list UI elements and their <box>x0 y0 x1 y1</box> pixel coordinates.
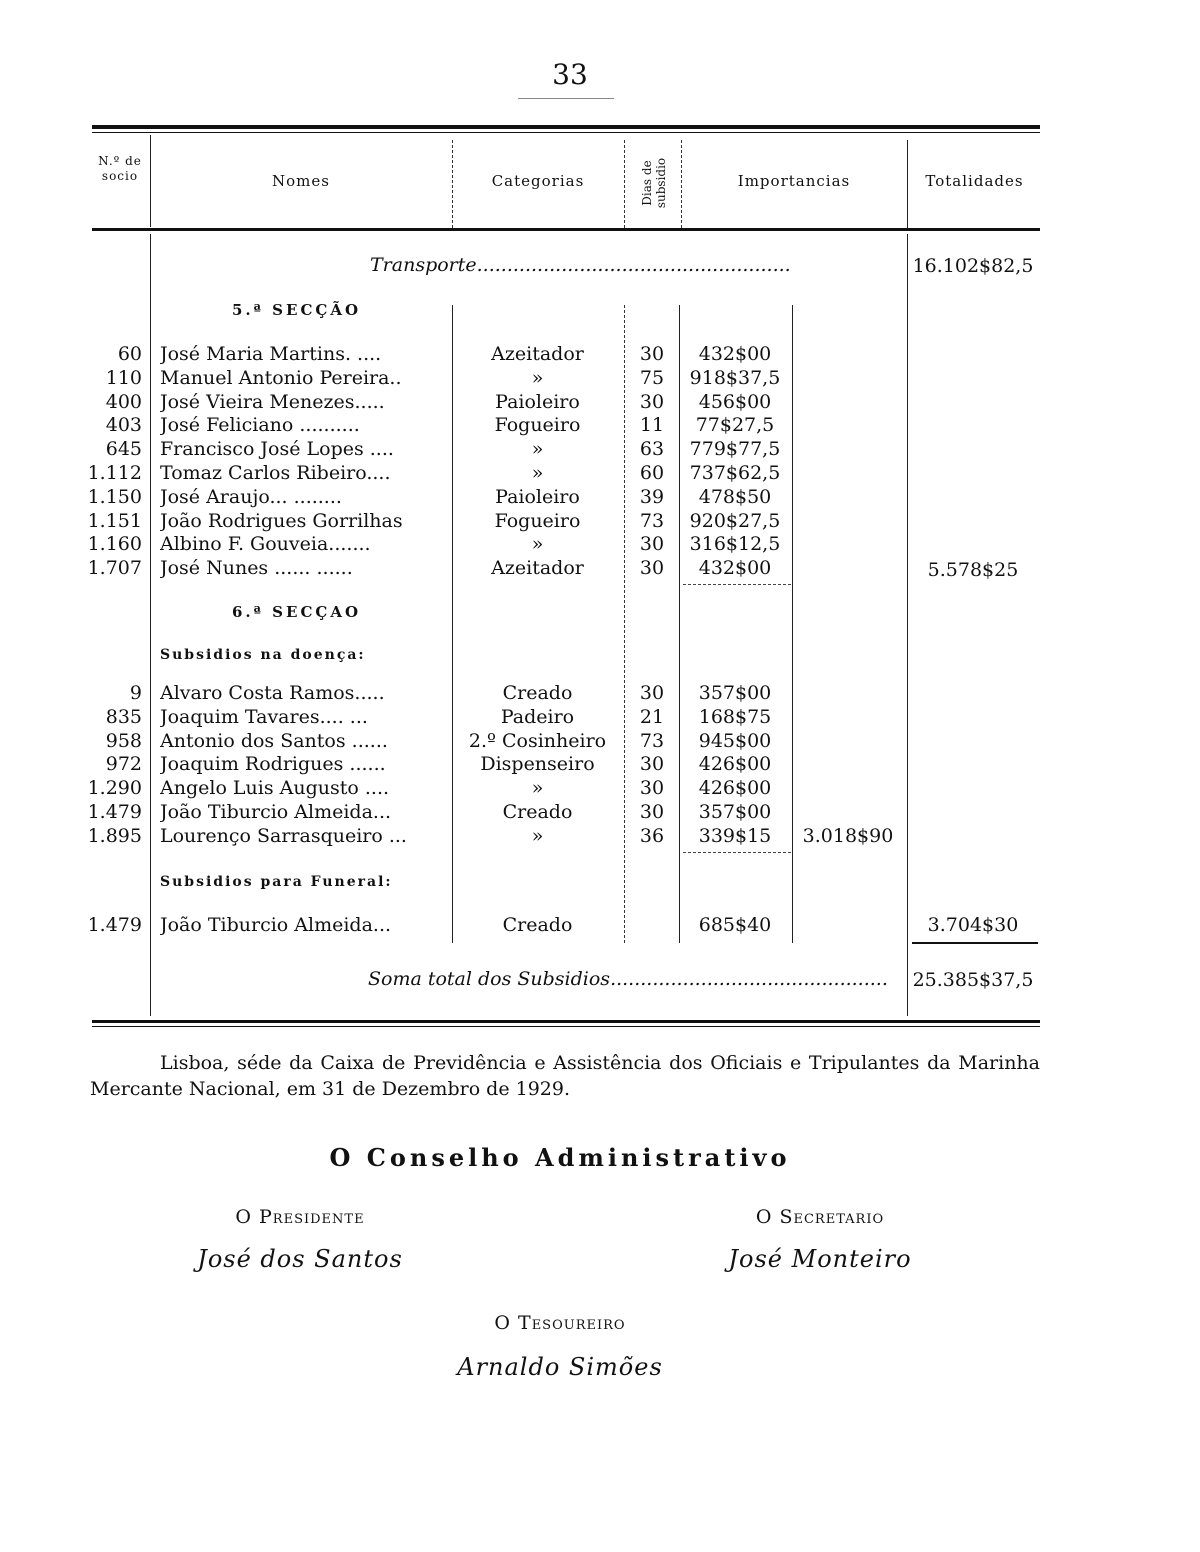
subsidy-days: 30 <box>639 533 665 556</box>
col-divider <box>624 140 625 228</box>
member-category: Azeitador <box>491 557 584 580</box>
table-bottom-rule-thin <box>92 1026 1040 1027</box>
member-name: Alvaro Costa Ramos..... <box>160 682 385 704</box>
secretario-signature: José Monteiro <box>728 1245 912 1273</box>
member-name: José Vieira Menezes..... <box>160 390 385 413</box>
subsidy-days: 39 <box>639 485 665 508</box>
subsidy-amount: 339$15 <box>698 824 772 847</box>
funeral-title: Subsidios para Funeral: <box>160 874 393 890</box>
member-category: Creado <box>502 682 573 704</box>
table-row <box>0 509 1200 533</box>
member-number: 1.479 <box>87 801 142 823</box>
member-number: 403 <box>105 414 142 437</box>
subsidy-amount: 779$77,5 <box>689 438 781 461</box>
subsidy-days: 30 <box>639 557 665 580</box>
member-name: José Feliciano .......... <box>160 414 360 437</box>
page-number: 33 <box>552 58 588 91</box>
member-number: 1.150 <box>87 485 142 508</box>
member-number: 9 <box>129 682 142 704</box>
member-name: Albino F. Gouveia....... <box>160 533 371 556</box>
doenca-title: Subsidios na doença: <box>160 647 366 663</box>
member-category: » <box>531 777 544 800</box>
subsidy-amount: 432$00 <box>698 557 772 580</box>
soma-row <box>0 968 1200 992</box>
member-category: » <box>531 462 544 484</box>
member-category: Paioleiro <box>495 390 580 413</box>
member-name: João Tiburcio Almeida... <box>160 801 392 823</box>
subsidy-amount: 426$00 <box>698 777 772 800</box>
table-bottom-rule <box>92 1020 1040 1023</box>
closing-paragraph <box>90 1050 1040 1102</box>
subsidy-days: 75 <box>639 366 665 389</box>
subsidy-days: 30 <box>639 343 665 365</box>
member-number: 1.151 <box>87 509 142 532</box>
member-name: Joaquim Rodrigues ...... <box>160 753 386 776</box>
subsidy-amount: 918$37,5 <box>689 366 781 389</box>
table-row <box>0 437 1200 461</box>
subsidy-amount: 945$00 <box>698 729 772 752</box>
transporte-label: Transporte <box>370 254 477 276</box>
table-row <box>0 366 1200 390</box>
tesoureiro-signature: Arnaldo Simões <box>457 1353 663 1381</box>
member-number: 1.707 <box>87 557 142 580</box>
subtotal-rule <box>683 584 791 585</box>
member-name: José Araujo... ........ <box>160 485 342 508</box>
member-number: 1.160 <box>87 533 142 556</box>
table-row <box>0 390 1200 414</box>
soma-label: Soma total dos Subsidios <box>368 968 611 990</box>
dot-leader: .............................................. <box>610 968 888 990</box>
subtotal-rule <box>683 852 791 853</box>
member-number: 60 <box>117 343 142 365</box>
table-top-rule <box>92 125 1040 129</box>
header-num: N.º de socio <box>98 154 142 183</box>
member-name: José Nunes ...... ...... <box>160 557 353 580</box>
col-divider <box>681 140 682 228</box>
subsidy-days: 73 <box>639 729 665 752</box>
member-number: 958 <box>105 729 142 752</box>
member-number: 110 <box>105 366 142 389</box>
table-row <box>0 729 1200 753</box>
table-row <box>0 776 1200 800</box>
closing-text: Lisboa, séde da Caixa de Previdência e Assistência dos Oficiais e Tripulantes da Marinha Mercante Nacional, em 31 de Dezembro de 1929. <box>90 1052 1040 1100</box>
member-number: 835 <box>105 705 142 728</box>
funeral-amount: 685$40 <box>698 914 772 936</box>
member-category: Azeitador <box>491 343 584 365</box>
member-name: Antonio dos Santos ...... <box>160 729 388 752</box>
section6-total: 3.704$30 <box>927 914 1019 936</box>
section5-total-row <box>0 558 1200 582</box>
table-row <box>0 342 1200 366</box>
member-category: Paioleiro <box>495 485 580 508</box>
subsidy-days: 30 <box>639 753 665 776</box>
member-category: » <box>531 824 544 847</box>
funeral-name: João Tiburcio Almeida... <box>160 914 392 936</box>
col-divider <box>150 135 151 227</box>
subsidy-amount: 432$00 <box>698 343 772 365</box>
subsidy-days: 30 <box>639 390 665 413</box>
subsidy-amount: 426$00 <box>698 753 772 776</box>
member-category: 2.º Cosinheiro <box>468 729 607 752</box>
col-divider <box>907 140 908 228</box>
table-row <box>0 705 1200 729</box>
subsidy-days: 11 <box>639 414 665 437</box>
subsidy-days: 21 <box>639 705 665 728</box>
member-name: Tomaz Carlos Ribeiro.... <box>160 462 391 484</box>
member-name: José Maria Martins. .... <box>160 343 382 365</box>
member-name: Angelo Luis Augusto .... <box>160 777 390 800</box>
table-row <box>0 413 1200 437</box>
page-number-rule <box>518 98 614 99</box>
member-name: Lourenço Sarrasqueiro ... <box>160 824 407 847</box>
member-name: Manuel Antonio Pereira.. <box>160 366 402 389</box>
subsidy-days: 30 <box>639 777 665 800</box>
subsidy-amount: 357$00 <box>698 801 772 823</box>
total-rule <box>912 942 1038 944</box>
table-row <box>0 681 1200 705</box>
section6-title: 6.ª SECÇAO <box>232 603 362 621</box>
table-row <box>0 752 1200 776</box>
header-importancias: Importancias <box>737 172 851 190</box>
member-number: 400 <box>105 390 142 413</box>
header-categorias: Categorias <box>491 172 585 190</box>
subsidy-days: 60 <box>639 462 665 484</box>
member-name: Joaquim Tavares.... ... <box>160 705 368 728</box>
table-top-rule-thin <box>92 132 1040 133</box>
subsidy-amount: 357$00 <box>698 682 772 704</box>
member-category: Padeiro <box>500 705 575 728</box>
section5-total: 5.578$25 <box>927 559 1019 581</box>
header-nomes: Nomes <box>272 172 330 190</box>
member-category: » <box>531 366 544 389</box>
member-number: 1.895 <box>87 824 142 847</box>
subsidy-days: 63 <box>639 438 665 461</box>
member-category: Creado <box>502 801 573 823</box>
funeral-num: 1.479 <box>87 914 142 936</box>
section5-title: 5.ª SECÇÃO <box>232 301 362 319</box>
subsidy-amount: 316$12,5 <box>689 533 781 556</box>
subsidy-amount: 456$00 <box>698 390 772 413</box>
member-number: 972 <box>105 753 142 776</box>
member-name: João Rodrigues Gorrilhas <box>160 509 403 532</box>
transporte-row <box>0 254 1200 278</box>
council-title: O Conselho Administrativo <box>329 1143 791 1172</box>
secretario-role: O Secretario <box>755 1206 885 1228</box>
header-totalidades: Totalidades <box>925 172 1024 190</box>
subsidy-days: 73 <box>639 509 665 532</box>
member-number: 1.112 <box>87 462 142 484</box>
member-name: Francisco José Lopes .... <box>160 438 394 461</box>
member-category: Fogueiro <box>494 414 581 437</box>
member-category: Dispenseiro <box>480 753 595 776</box>
presidente-role: O Presidente <box>235 1206 365 1228</box>
subsidy-amount: 168$75 <box>698 705 772 728</box>
presidente-signature: José dos Santos <box>197 1245 403 1273</box>
subsidy-amount: 478$50 <box>698 485 772 508</box>
header-dias <box>627 140 681 226</box>
transporte-value: 16.102$82,5 <box>912 255 1034 277</box>
tesoureiro-role: O Tesoureiro <box>494 1312 626 1334</box>
doenca-subtotal: 3.018$90 <box>802 825 894 847</box>
header-dias-text: Dias de subsidio <box>640 157 668 209</box>
table-row <box>0 461 1200 485</box>
dot-leader: .................................................... <box>476 254 791 276</box>
subsidy-amount: 920$27,5 <box>689 509 781 532</box>
member-number: 645 <box>105 438 142 461</box>
member-category: » <box>531 533 544 556</box>
subsidy-days: 36 <box>639 824 665 847</box>
col-divider <box>452 140 453 228</box>
member-category: » <box>531 438 544 461</box>
table-row <box>0 532 1200 556</box>
subsidy-amount: 77$27,5 <box>695 414 775 437</box>
member-category: Fogueiro <box>494 509 581 532</box>
subsidy-days: 30 <box>639 801 665 823</box>
member-number: 1.290 <box>87 777 142 800</box>
funeral-category: Creado <box>502 914 573 936</box>
doenca-subtotal-row <box>0 824 1200 848</box>
subsidy-amount: 737$62,5 <box>689 462 781 484</box>
header-bottom-rule <box>92 228 1040 231</box>
table-row <box>0 800 1200 824</box>
subsidy-days: 30 <box>639 682 665 704</box>
table-row <box>0 485 1200 509</box>
soma-value: 25.385$37,5 <box>912 969 1034 991</box>
funeral-row <box>0 913 1200 937</box>
